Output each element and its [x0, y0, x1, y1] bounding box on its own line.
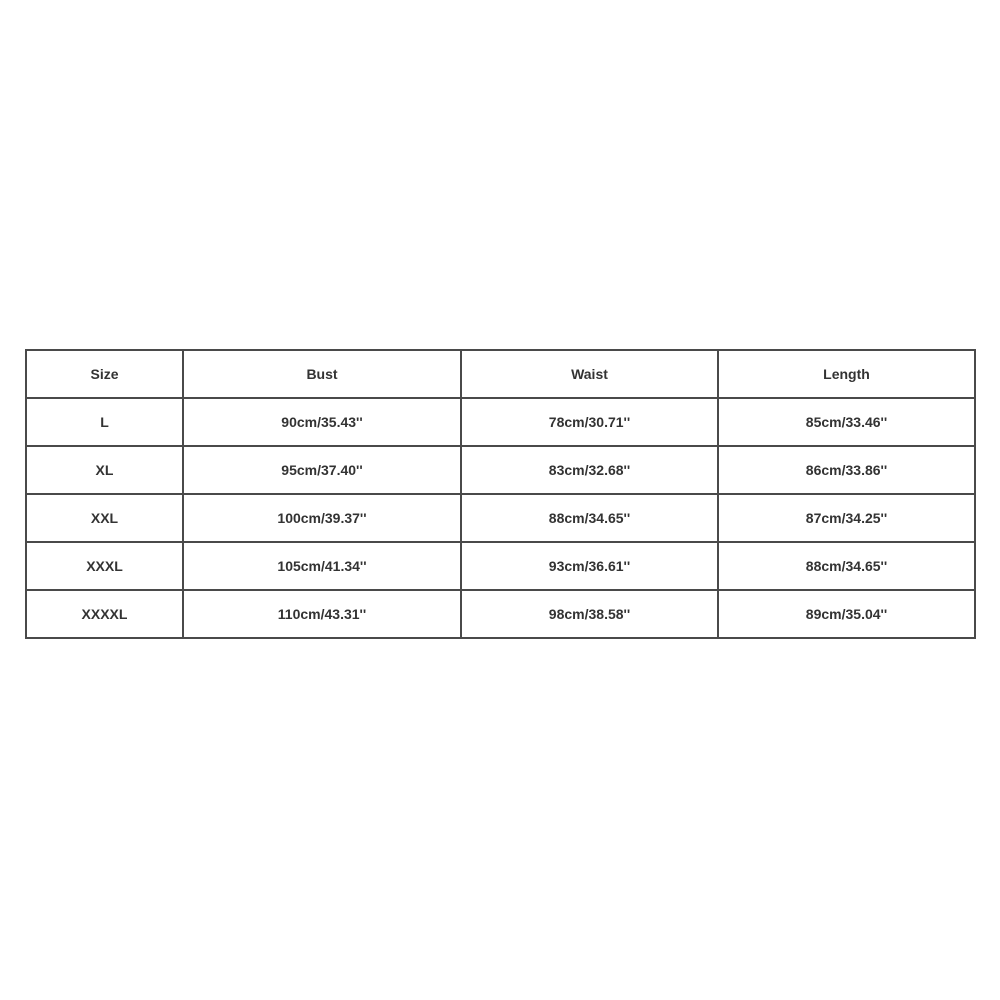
cell-waist: 98cm/38.58'' — [461, 590, 718, 638]
table-row — [26, 542, 975, 590]
cell-size: XL — [26, 446, 183, 494]
header-waist: Waist — [461, 350, 718, 398]
cell-length: 89cm/35.04'' — [718, 590, 975, 638]
cell-length: 85cm/33.46'' — [718, 398, 975, 446]
cell-waist: 83cm/32.68'' — [461, 446, 718, 494]
cell-size: XXXL — [26, 542, 183, 590]
cell-size: L — [26, 398, 183, 446]
cell-length: 87cm/34.25'' — [718, 494, 975, 542]
cell-length: 86cm/33.86'' — [718, 446, 975, 494]
cell-waist: 78cm/30.71'' — [461, 398, 718, 446]
cell-bust: 100cm/39.37'' — [183, 494, 461, 542]
table-row — [26, 446, 975, 494]
header-length: Length — [718, 350, 975, 398]
cell-bust: 110cm/43.31'' — [183, 590, 461, 638]
cell-length: 88cm/34.65'' — [718, 542, 975, 590]
table-header-row — [26, 350, 975, 398]
cell-waist: 88cm/34.65'' — [461, 494, 718, 542]
table-row — [26, 494, 975, 542]
cell-waist: 93cm/36.61'' — [461, 542, 718, 590]
cell-size: XXXXL — [26, 590, 183, 638]
table-row — [26, 398, 975, 446]
cell-bust: 90cm/35.43'' — [183, 398, 461, 446]
cell-bust: 95cm/37.40'' — [183, 446, 461, 494]
cell-size: XXL — [26, 494, 183, 542]
table-row — [26, 590, 975, 638]
size-chart-table — [25, 349, 976, 639]
header-size: Size — [26, 350, 183, 398]
cell-bust: 105cm/41.34'' — [183, 542, 461, 590]
header-bust: Bust — [183, 350, 461, 398]
